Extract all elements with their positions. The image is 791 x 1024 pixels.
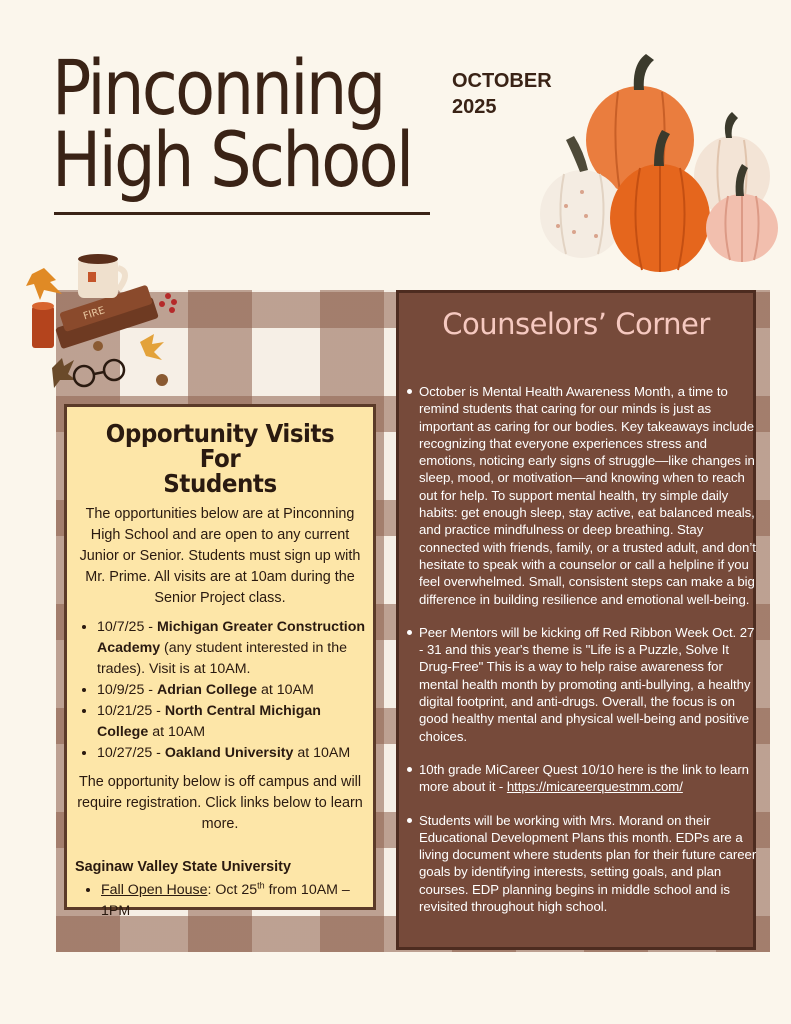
header-divider [54,212,430,215]
svsu-event-date: : Oct 25 [207,882,258,898]
issue-month: OCTOBER [452,70,552,92]
offcampus-note: The opportunity below is off campus and will require registration. Click links below to learn more. [77,774,363,832]
counselor-bullet-red-ribbon: Peer Mentors will be kicking off Red Ribbon Week Oct. 27 - 31 and this year's theme is "Life is a Puzzle, Solve It Drug-Free" This is a way to help raise awareness for mental health month by promoting anti-bullying, a healthy digital footprint, and anti-drugs. Overall, the focus is on good healthy mental and physical well-being and positive choices. [419,624,757,745]
micareer-text: 10th grade MiCareer Quest 10/10 here is the link to learn more about it - [419,761,749,795]
opportunity-intro: The opportunities below are at Pinconning High School and are open to any current Junior or Senior. Students must sign up with Mr. Prime. All visits are at 10am during the Senior Project class. [79,506,361,606]
visit-item [97,743,369,764]
visit-college: Michigan Greater Construction Academy [97,619,366,656]
counselors-corner-list [399,383,757,915]
opportunity-title-line1: Opportunity Visits For [105,419,335,473]
school-name-line2: High School [52,115,412,204]
pumpkins-illustration [536,46,784,278]
visit-item [97,680,369,701]
visit-college: North Central Michigan College [97,703,321,740]
counselor-bullet-edp: Students will be working with Mrs. Morand on their Educational Development Plans this month. EDPs are a living document where students plan for their future career goals by identifying interests, setting goals, and plan courses. EDP planning begins in middle school and is revisited throughout high school. [419,812,757,915]
visit-date: 10/27/25 - [97,745,165,761]
svsu-heading: Saginaw Valley State University [75,859,291,875]
opportunity-title [83,421,357,496]
svsu-event-date-suffix: th [257,880,265,891]
fall-open-house-link[interactable]: Fall Open House [101,882,208,898]
visit-detail: (any student interested in the trades). Visit is at 10AM. [97,640,348,677]
visit-date: 10/7/25 - [97,619,157,635]
school-name [52,43,412,204]
svsu-event-item [101,880,369,922]
opportunity-title-line2: Students [163,469,277,498]
visit-detail: at 10AM [257,682,314,698]
issue-year: 2025 [452,96,497,118]
counselors-corner-panel [396,290,756,950]
visit-detail: at 10AM [293,745,351,761]
visit-date: 10/9/25 - [97,682,157,698]
visit-list [71,617,369,764]
visit-college: Oakland University [164,745,294,761]
visit-item [97,617,369,680]
autumn-still-life-illustration [22,250,192,390]
visit-college: Adrian College [156,682,258,698]
micareer-link[interactable]: https://micareerquestmm.com/ [506,779,683,795]
school-name-line1: Pinconning [52,43,384,132]
counselor-bullet-mental-health: October is Mental Health Awareness Month, a time to remind students that caring for our minds is just as important as caring for our bodies. Key takeaways include recognizing that everyone experiences stress and emotions, noticing early signs of struggle—like changes in sleep, mood, or motivation—and knowing when to reach out for help. To support mental health, try simple daily habits: get enough sleep, stay active, eat balanced meals, and practice mindfulness or deep breathing. Stay connected with friends, family, or a trusted adult, and don’t hesitate to speak with a counselor or call a helpline if you feel overwhelmed. Small, consistent steps can make a big difference in building resilience and emotional well-being. [419,384,756,607]
counselor-bullet-micareer [419,761,757,796]
counselors-corner-title: Counselors’ Corner [442,307,710,341]
opportunity-visits-box [64,404,376,919]
visit-detail: at 10AM [148,724,206,740]
visit-item [97,701,369,743]
svsu-event-list [71,880,369,922]
book-label: FIRE [81,305,107,323]
visit-date: 10/21/25 - [97,703,165,719]
svsu-event-time: from 10AM – 1PM [101,882,350,919]
